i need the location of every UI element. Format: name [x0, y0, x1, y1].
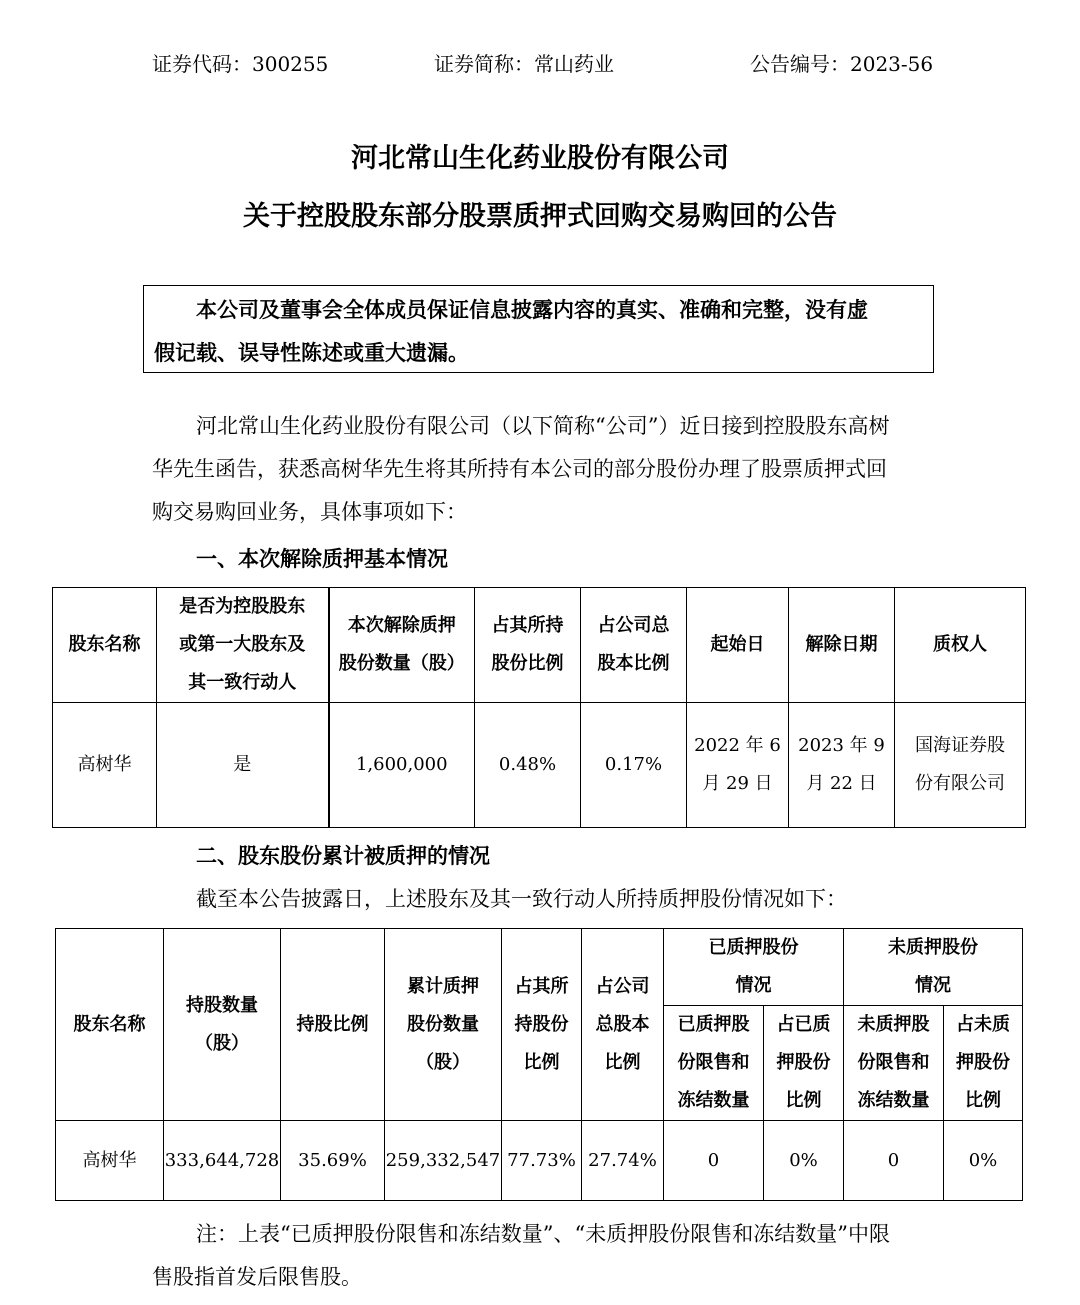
security-code: 证券代码：300255 — [152, 52, 329, 76]
cell-line: 股份数量 — [407, 1013, 479, 1035]
cell-line: （股） — [416, 1051, 470, 1073]
cell-line: 解除日期 — [805, 634, 878, 655]
intro-line-2: 华先生函告，获悉高树华先生将其所持有本公司的部分股份办理了股票质押式回 — [152, 457, 887, 481]
disclaimer-line-1: 本公司及董事会全体成员保证信息披露内容的真实、准确和完整，没有虚 — [196, 297, 868, 322]
header-pledged-ratio — [764, 1006, 844, 1121]
cell-line: 总股本 — [595, 1013, 650, 1035]
cell-line: 已质押股 — [677, 1014, 750, 1035]
cell-line: 国海证券股 — [915, 735, 1005, 756]
announcement-number: 公告编号：2023-56 — [750, 52, 934, 76]
intro-line-3: 购交易购回业务，具体事项如下： — [152, 500, 467, 524]
header-total-share-ratio — [581, 588, 687, 703]
cell-line: 押股份 — [956, 1052, 1010, 1073]
header-own-share-ratio — [502, 929, 582, 1121]
header-own-share-ratio — [475, 588, 581, 703]
cell-start-date — [687, 703, 789, 828]
cell-line: 份限售和 — [857, 1052, 930, 1073]
cell-line: 比例 — [965, 1090, 1001, 1111]
table-note — [152, 1213, 932, 1299]
cell-line: 未质押股 — [857, 1014, 930, 1035]
announcement-title: 关于控股股东部分股票质押式回购交易购回的公告 — [243, 201, 837, 232]
cell-line: 占公司 — [595, 975, 650, 997]
cell-cumulative-pledged: 259,332,547 — [385, 1121, 502, 1201]
header-start-date — [687, 588, 789, 703]
cell-line: 持股比例 — [296, 1013, 369, 1035]
cell-shareholder-name — [53, 703, 157, 828]
cell-line: 情况 — [735, 975, 772, 996]
cell-line: 比例 — [785, 1090, 822, 1111]
cell-line: 累计质押 — [407, 975, 479, 997]
intro-line-1: 河北常山生化药业股份有限公司（以下简称“公司”）近日接到控股股东高树 — [196, 414, 890, 438]
cell-line: 持股数量 — [186, 994, 258, 1016]
cell-own-share-ratio — [475, 703, 581, 828]
cell-holding-quantity: 333,644,728 — [164, 1121, 281, 1201]
cell-line: 持股份 — [514, 1013, 569, 1035]
cell-total-share-ratio — [581, 703, 687, 828]
cell-line: 是 — [233, 754, 252, 775]
header-release-date — [789, 588, 895, 703]
header-holding-quantity — [164, 929, 281, 1121]
cell-line: 占未质 — [956, 1014, 1010, 1035]
security-abbreviation: 证券简称：常山药业 — [434, 52, 614, 76]
header-released-shares — [329, 588, 475, 703]
cell-line: 月 29 日 — [702, 773, 773, 794]
cell-line: 股份比例 — [491, 653, 564, 674]
cell-pledged-ratio: 0% — [764, 1121, 844, 1201]
section-2-title: 二、股东股份累计被质押的情况 — [196, 843, 490, 868]
cell-line: 占公司总 — [597, 615, 670, 636]
cell-line: 其一致行动人 — [188, 672, 297, 693]
cell-line: 比例 — [604, 1051, 641, 1073]
cell-line: 已质押股份 — [708, 937, 799, 958]
cell-pledged-restricted: 0 — [664, 1121, 764, 1201]
cell-line: 占已质 — [776, 1014, 831, 1035]
cell-own-share-ratio: 77.73% — [502, 1121, 582, 1201]
cell-line: 份限售和 — [677, 1052, 750, 1073]
section-2-intro: 截至本公告披露日，上述股东及其一致行动人所持质押股份情况如下： — [196, 887, 847, 911]
cell-line: 未质押股份 — [888, 937, 978, 958]
cell-total-share-ratio: 27.74% — [582, 1121, 664, 1201]
document-header — [0, 44, 1080, 78]
cell-line: 高树华 — [77, 754, 132, 775]
header-pledged-shares-group — [664, 929, 844, 1006]
cell-line: 情况 — [915, 975, 951, 996]
disclaimer-line-2: 假记载、误导性陈述或重大遗漏。 — [154, 340, 469, 365]
table-row — [53, 703, 1026, 828]
note-line-1: 注：上表“已质押股份限售和冻结数量”、“未质押股份限售和冻结数量”中限 — [196, 1222, 890, 1246]
cell-controlling-shareholder — [157, 703, 329, 828]
header-controlling-shareholder — [157, 588, 329, 703]
cell-line: 股份数量（股） — [338, 653, 465, 674]
cell-line: 占其所 — [514, 975, 569, 997]
cell-line: 0.48% — [498, 754, 557, 775]
intro-paragraph — [152, 405, 932, 534]
note-line-2: 售股指首发后限售股。 — [152, 1265, 362, 1289]
cell-line: 起始日 — [710, 634, 765, 655]
cell-line: 质权人 — [933, 634, 987, 655]
table-2-header-row-1 — [56, 929, 1023, 1006]
table-row — [56, 1121, 1023, 1201]
cumulative-pledge-table — [55, 928, 1023, 1201]
cell-unpledged-restricted: 0 — [844, 1121, 944, 1201]
header-pledged-restricted — [664, 1006, 764, 1121]
header-shareholder-name — [56, 929, 164, 1121]
header-unpledged-ratio — [944, 1006, 1023, 1121]
header-pledgee — [895, 588, 1026, 703]
cell-line: （股） — [195, 1032, 249, 1054]
cell-pledgee — [895, 703, 1026, 828]
table-1-header-row — [53, 588, 1026, 703]
cell-release-date — [789, 703, 895, 828]
cell-line: 或第一大股东及 — [179, 634, 306, 655]
header-cumulative-pledged — [385, 929, 502, 1121]
cell-line: 股东名称 — [73, 1013, 146, 1035]
cell-line: 占其所持 — [491, 615, 564, 636]
header-holding-ratio — [281, 929, 385, 1121]
release-pledge-table — [52, 587, 1026, 828]
header-unpledged-shares-group — [844, 929, 1023, 1006]
cell-line: 0.17% — [604, 754, 663, 775]
cell-line: 冻结数量 — [857, 1090, 930, 1111]
cell-line: 1,600,000 — [355, 754, 448, 775]
header-unpledged-restricted — [844, 1006, 944, 1121]
cell-line: 冻结数量 — [677, 1090, 750, 1111]
header-total-share-ratio — [582, 929, 664, 1121]
cell-line: 2023 年 9 — [798, 735, 885, 756]
cell-line: 月 22 日 — [806, 773, 877, 794]
cell-released-shares — [329, 703, 475, 828]
header-shareholder-name — [53, 588, 157, 703]
company-title: 河北常山生化药业股份有限公司 — [351, 143, 729, 174]
cell-line: 押股份 — [776, 1052, 831, 1073]
cell-line: 本次解除质押 — [347, 615, 456, 636]
cell-line: 份有限公司 — [915, 773, 1005, 794]
cell-unpledged-ratio: 0% — [944, 1121, 1023, 1201]
cell-line: 股本比例 — [597, 653, 670, 674]
cell-line: 比例 — [523, 1051, 560, 1073]
cell-line: 2022 年 6 — [694, 735, 781, 756]
cell-shareholder-name: 高树华 — [56, 1121, 164, 1201]
cell-holding-ratio: 35.69% — [281, 1121, 385, 1201]
section-1-title: 一、本次解除质押基本情况 — [196, 546, 448, 571]
cell-line: 是否为控股股东 — [179, 596, 306, 617]
cell-line: 股东名称 — [68, 634, 141, 655]
disclaimer-box — [143, 285, 934, 373]
